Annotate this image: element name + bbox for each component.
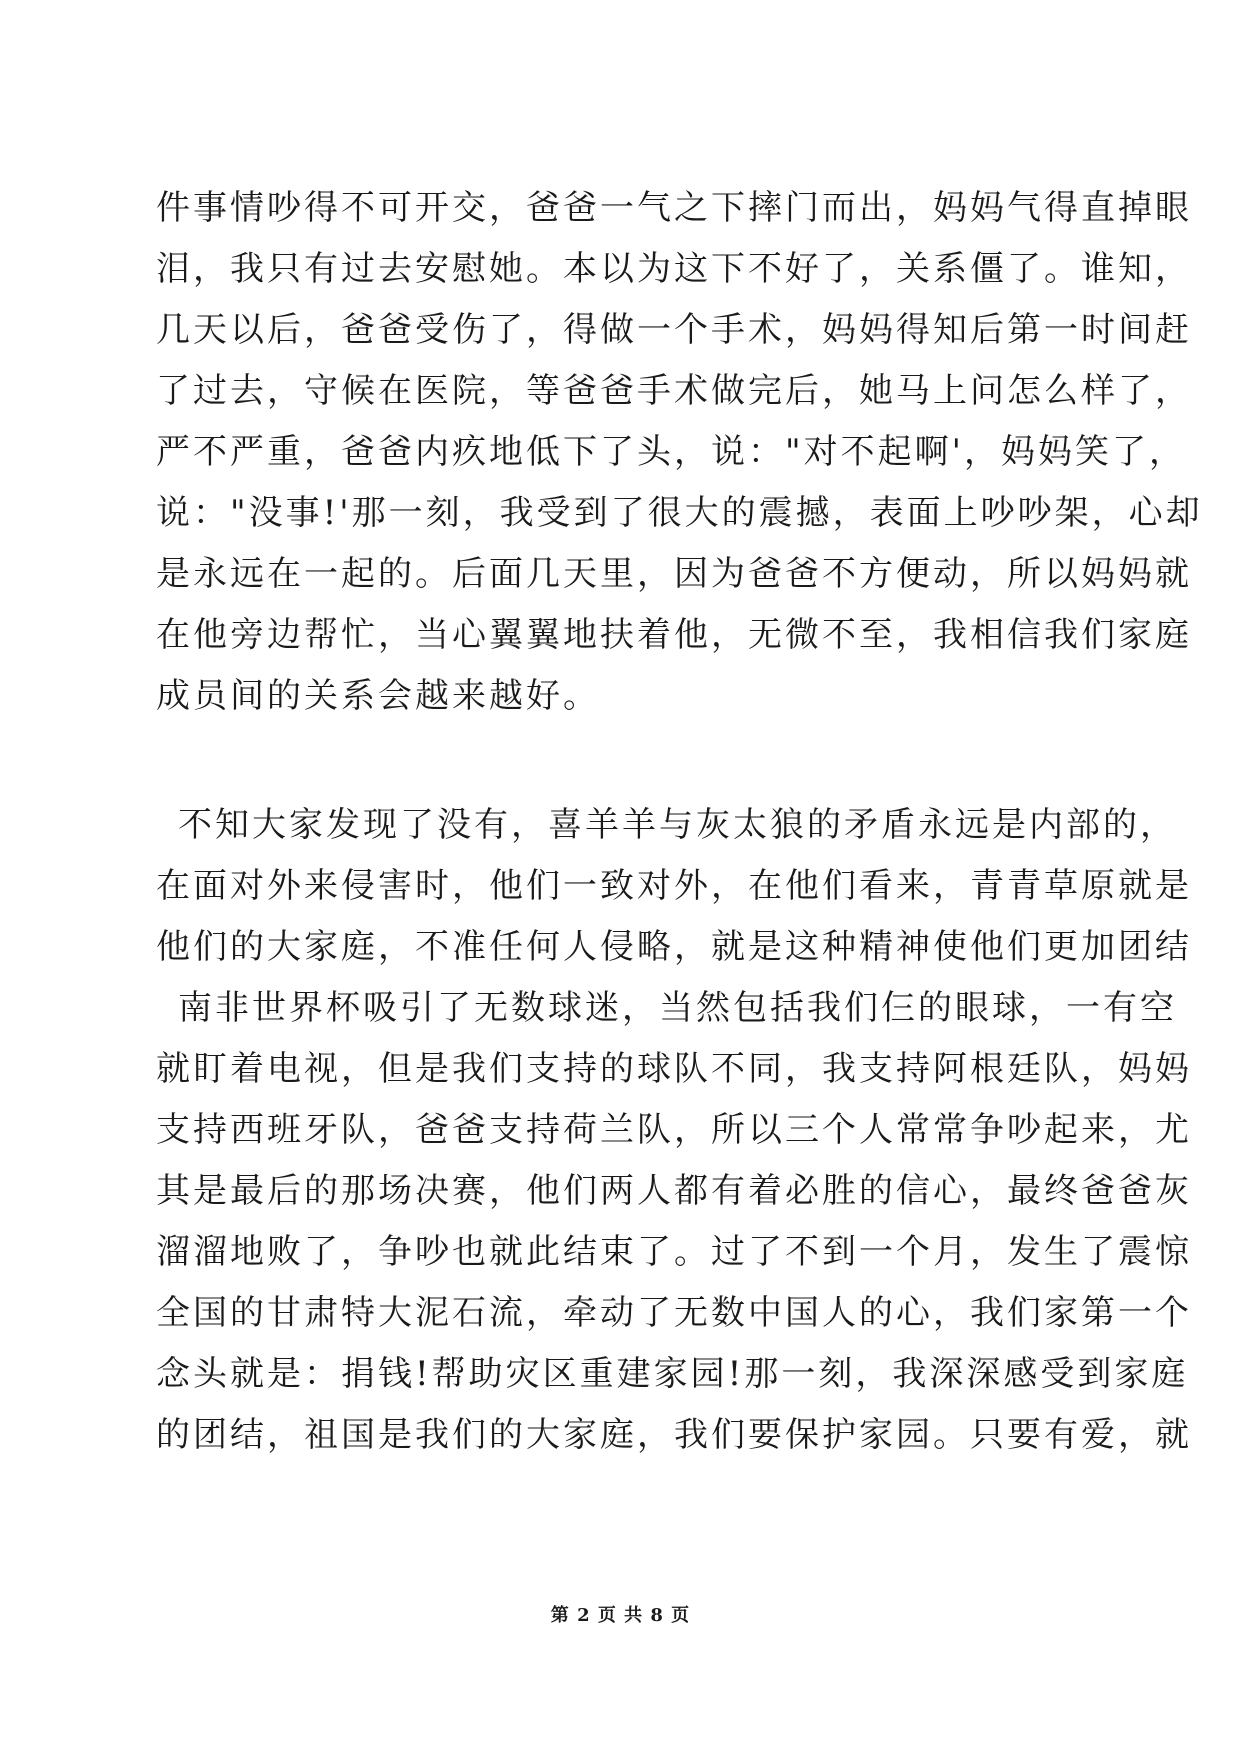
text-line: 说："没事!'那一刻，我受到了很大的震撼，表面上吵吵架，心却: [156, 493, 1203, 533]
page-number-footer: 第 2 页 共 8 页: [550, 1605, 691, 1626]
text-line: 严不严重，爸爸内疚地低下了头，说："对不起啊'，妈妈笑了，: [156, 432, 1186, 472]
paragraph-3: [156, 978, 1192, 1466]
text-line: 支持西班牙队，爸爸支持荷兰队，所以三个人常常争吵起来，尤: [156, 1110, 1192, 1150]
text-line: 在他旁边帮忙，当心翼翼地扶着他，无微不至，我相信我们家庭: [156, 615, 1192, 655]
paragraph-2: [156, 795, 1192, 978]
paragraph-1: [156, 178, 1203, 727]
text-line: 是永远在一起的。后面几天里，因为爸爸不方便动，所以妈妈就: [156, 554, 1192, 594]
text-line: 成员间的关系会越来越好。: [156, 676, 600, 716]
text-line: 就盯着电视，但是我们支持的球队不同，我支持阿根廷队，妈妈: [156, 1049, 1192, 1089]
text-line: 了过去，守候在医院，等爸爸手术做完后，她马上问怎么样了，: [156, 371, 1192, 411]
text-line: 念头就是：捐钱!帮助灾区重建家园!那一刻，我深深感受到家庭: [156, 1354, 1189, 1394]
paragraph-gap: [156, 727, 1086, 795]
text-line: 溜溜地败了，争吵也就此结束了。过了不到一个月，发生了震惊: [156, 1232, 1192, 1272]
text-line: 泪，我只有过去安慰她。本以为这下不好了，关系僵了。谁知，: [156, 249, 1192, 289]
text-line: 其是最后的那场决赛，他们两人都有着必胜的信心，最终爸爸灰: [156, 1171, 1192, 1211]
text-line: 在面对外来侵害时，他们一致对外，在他们看来，青青草原就是: [156, 866, 1192, 906]
text-line: 南非世界杯吸引了无数球迷，当然包括我们仨的眼球，一有空: [178, 988, 1177, 1028]
text-line: 件事情吵得不可开交，爸爸一气之下摔门而出，妈妈气得直掉眼: [156, 188, 1192, 228]
text-line: 几天以后，爸爸受伤了，得做一个手术，妈妈得知后第一时间赶: [156, 310, 1192, 350]
text-line: 他们的大家庭，不准任何人侵略，就是这种精神使他们更加团结: [156, 927, 1192, 967]
body-text: [156, 178, 1203, 1466]
text-line: 不知大家发现了没有，喜羊羊与灰太狼的矛盾永远是内部的，: [178, 805, 1177, 845]
text-line: 全国的甘肃特大泥石流，牵动了无数中国人的心，我们家第一个: [156, 1293, 1192, 1333]
text-line: 的团结，祖国是我们的大家庭，我们要保护家园。只要有爱，就: [156, 1415, 1192, 1455]
